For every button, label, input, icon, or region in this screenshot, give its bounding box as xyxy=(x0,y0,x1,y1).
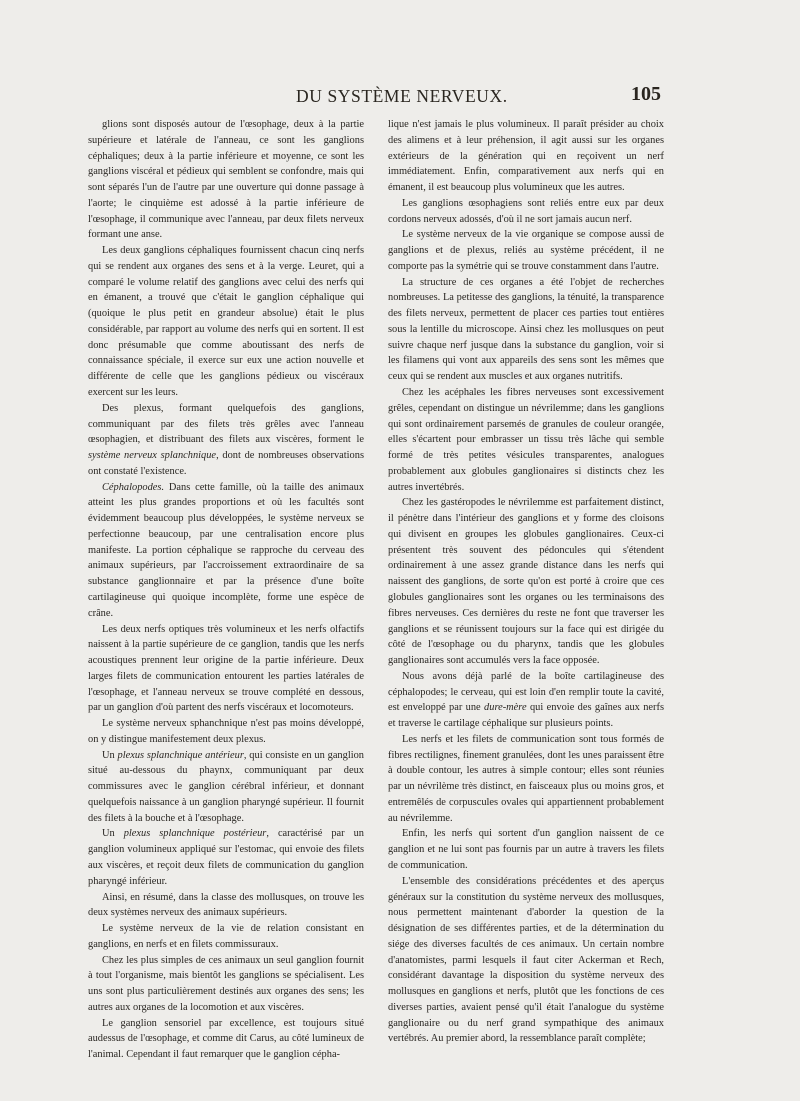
italic-term: dure-mère xyxy=(484,702,527,714)
paragraph-text: , qui consiste en un ganglion situé au-dessous du phaynx, communiquant par deux commissures avec le ganglion cérébral inférieur, et donnant quelquefois naissance à un ganglion pharyngé supérieur. Il fournit des filets à la bouche et à l'œsophage. xyxy=(88,749,364,824)
paragraph-text: Dans cette famille, où la taille des animaux atteint les plus grandes proportions et où les facultés sont évidemment beaucoup plus développées, le système nerveux se perfectionne beaucoup, par une centralisation encore plus manifeste. La portion céphalique se rapproche du cerveau des animaux supérieurs, par l'accroissement extraordinaire de sa substance ganglionnaire et par la présence d'une boîte cartilagineuse qui quoique incomplète, forme une espèce de crâne. xyxy=(88,481,364,619)
paragraph xyxy=(88,826,364,889)
paragraph: La structure de ces organes a été l'objet de recherches nombreuses. La petitesse des ganglions, la ténuité, la transparence des filets nerveux, permettent de placer ces parties tout entières sous la lentille du microscope. Ainsi chez les mollusques on peut suivre chaque nerf jusque dans la substance du ganglion, voir si les filamens qui vont aux appareils des sens sont les mêmes que ceux qui se rendent aux muscles et aux organes nutritifs. xyxy=(388,276,664,383)
paragraph-text: Un xyxy=(102,749,118,761)
paragraph: Le système nerveux de la vie organique se compose aussi de ganglions et de plexus, reliés au système précédent, il ne comporte pas la symétrie qui se trouve constamment dans l'autre. xyxy=(388,229,664,272)
paragraph: Le système nerveux de la vie de relation consistant en ganglions, en nerfs et en filets commissuraux. xyxy=(88,923,364,950)
paragraph: Les deux ganglions céphaliques fournissent chacun cinq nerfs qui se rendent aux organes des sens et à la verge. Leuret, qui a comparé le volume relatif des ganglions avec celui des nerfs qui en émanent, a trouvé que c'était le ganglion céphalique qui (quoique le plus petit en grandeur absolue) était le plus considérable, par rapport au volume des nerfs qui en sortent. Il est donc présumable que comme aboutissant des nerfs de connaissance spéciale, il exerce sur eux une action nouvelle et différente de celle que les ganglions pédieux ou viscéraux exercent sur les leurs. xyxy=(88,245,364,399)
italic-term: plexus splanchnique postérieur xyxy=(123,828,267,840)
left-column xyxy=(88,117,364,1063)
paragraph: Chez les gastéropodes le névrilemme est parfaitement distinct, il pénètre dans l'intérieur des ganglions et y forme des cloisons qui divisent en groupes les globules ganglionaires. Ceux-ci présentent très souvent des pédoncules qui s'étendent ordinairement à une assez grande distance dans les nerfs qui naissent des ganglions, de sorte qu'on est porté à croire que ces globules ganglionaires sont les organes ou les terminaisons des fibres nerveuses. Ces dernières du reste ne font que traverser les ganglions et se réunissent toujours sur la face qui est dirigée du côté de l'œsophage ou du pharynx, tandis que les globules ganglionaires sont accumulés vers la face opposée. xyxy=(388,497,664,667)
paragraph: Les ganglions œsophagiens sont reliés entre eux par deux cordons nerveux adossés, d'où il ne sort jamais aucun nerf. xyxy=(388,197,664,225)
paragraph-text: qui envoie des gaînes aux nerfs et traverse le cartilage céphalique sur plusieurs points. xyxy=(388,702,664,730)
paragraph: Chez les acéphales les fibres nerveuses sont excessivement grêles, cependant on distingue un névrilemme; dans les ganglions qui sont ordinairement parsemés de granules de couleur orangée, elles s'écartent pour embrasser un tissu très lâche qui semble formé de très petites vésicules transparentes, analogues probablement aux globules ganglionaires si distincts chez les autres invertébrés. xyxy=(388,387,664,493)
running-title: DU SYSTÈME NERVEUX. xyxy=(296,86,508,106)
italic-term: système nerveux splanchnique xyxy=(88,450,217,462)
right-column xyxy=(388,117,664,1047)
paragraph-text: Des plexus, formant quelquefois des ganglions, communiquant par des filets très grêles avec l'anneau œsophagien, et distribuant des filets aux viscères, forment le xyxy=(88,402,364,446)
paragraph: Ainsi, en résumé, dans la classe des mollusques, on trouve les deux systèmes nerveux des animaux supérieurs. xyxy=(88,891,364,919)
paragraph: Les nerfs et les filets de communication sont tous formés de fibres rectilignes, finement granulées, dont les unes paraissent être à double contour, les autres à simple contour; elles sont réunies par un névrilème très distinct, en faisceaux plus ou moins gros, et entremêlés de corpuscules ovales qui appartiennent probablement au névrilemme. xyxy=(388,733,664,824)
paragraph xyxy=(88,480,364,622)
paragraph: lique n'est jamais le plus volumineux. Il paraît présider au choix des alimens et à leur préhension, il agit aussi sur les organes extérieurs de la génération qui en reçoivent un nerf immédiatement. Enfin, comparativement aux nerfs qui en émanent, il est beaucoup plus volumineux que les autres. xyxy=(388,119,664,194)
paragraph: Le ganglion sensoriel par excellence, est toujours situé audessus de l'œsophage, et comme dit Carus, au côté lumineux de l'animal. Cependant il faut remarquer que le ganglion cépha- xyxy=(88,1017,364,1061)
paragraph xyxy=(88,748,364,827)
paragraph-text: Un xyxy=(102,828,124,840)
italic-term: plexus splanchnique antérieur xyxy=(117,749,244,761)
paragraph: Le système nerveux sphanchnique n'est pas moins développé, on y distingue manifestement deux plexus. xyxy=(88,718,364,745)
paragraph: Les deux nerfs optiques très volumineux et les nerfs olfactifs naissent à la partie supérieure de ce ganglion, tandis que les nerfs acoustiques prennent leur origine de la partie inférieure. Deux larges filets de communication entourent les parties latérales de l'œsophage, et l'anneau nerveux se trouve complété en dessous, par un ganglion d'où partent des nerfs viscéraux et locomoteurs. xyxy=(88,623,364,714)
paragraph: Enfin, les nerfs qui sortent d'un ganglion naissent de ce ganglion et ne lui sont pas fournis par un autre à travers les filets de communication. xyxy=(388,828,664,871)
paragraph-text: Nous avons déjà parlé de la boîte cartilagineuse des céphalopodes; le cerveau, qui est loin d'en remplir toute la cavité, est enveloppé par une xyxy=(388,670,664,714)
paragraph: Chez les plus simples de ces animaux un seul ganglion fournit à tout l'organisme, mais bientôt les ganglions se spécialisent. Les uns sont plus particulièrement destinés aux organes des sens; les autres aux organes de la locomotion et aux viscères. xyxy=(88,954,364,1013)
paragraph-text: , caractérisé par un ganglion volumineux appliqué sur l'estomac, qui envoie des filets aux viscères, et reçoit deux filets de communication du ganglion pharyngé inférieur. xyxy=(88,828,364,887)
paragraph-text: , dont de nombreuses observations ont constaté l'existence. xyxy=(88,450,364,477)
paragraph: L'ensemble des considérations précédentes et des aperçus généraux sur la constitution du système nerveux des mollusques, nous permettent maintenant d'aborder la question de la désignation de ses différentes parties, et de la détermination du siége des diverses facultés de ces animaux. Un certain nombre d'anatomistes, parmi lesquels il faut citer Ackerman et Rech, considérant davantage la disposition du système nerveux des mollusques en ganglions et nerfs, plutôt que les fonctions de ces diverses parties, avaient pensé qu'il était l'analogue du système ganglionaire ou du nerf grand sympathique des animaux vertébrés. Au premier abord, la ressemblance paraît complète; xyxy=(388,875,664,1045)
italic-term: Céphalopodes. xyxy=(102,481,165,493)
page-header xyxy=(0,83,800,112)
page-number: 105 xyxy=(631,83,661,105)
paragraph: glions sont disposés autour de l'œsophage, deux à la partie supérieure et latérale de l'anneau, ce sont les ganglions céphaliques; deux à la partie inférieure et moyenne, ce sont les ganglions viscéral et pédieux qui semblent se confondre, mais qui sont séparés l'un de l'autre par une ouverture qui donne passage à l'aorte; le cinquième est adossé à la partie inférieure de l'œsophage, il communique avec l'anneau, par deux filets nerveux formant une anse. xyxy=(88,119,364,241)
paragraph xyxy=(388,669,664,732)
paragraph xyxy=(88,401,364,480)
